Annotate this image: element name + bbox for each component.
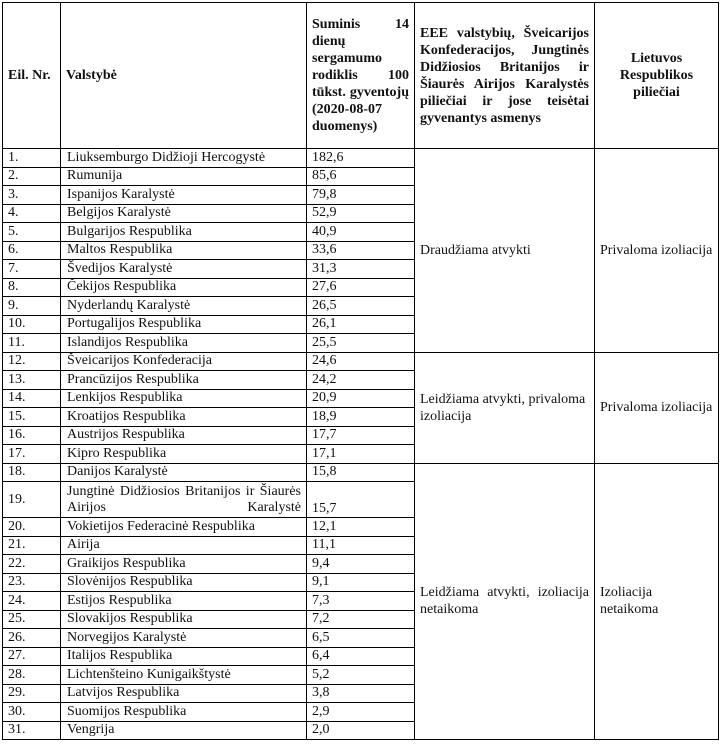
eee-rule: Leidžiama atvykti, izoliacija netaikoma <box>415 463 595 740</box>
row-number: 14. <box>3 389 61 408</box>
country-name: Suomijos Respublika <box>61 703 307 722</box>
row-number: 21. <box>3 536 61 555</box>
row-number: 6. <box>3 241 61 260</box>
header-country: Valstybė <box>61 3 307 149</box>
incidence-rate: 2,0 <box>307 721 415 740</box>
row-number: 30. <box>3 703 61 722</box>
row-number: 27. <box>3 647 61 666</box>
incidence-rate: 25,5 <box>307 334 415 353</box>
incidence-rate: 24,2 <box>307 371 415 390</box>
incidence-rate: 7,3 <box>307 592 415 611</box>
row-number: 26. <box>3 629 61 648</box>
row-number: 23. <box>3 573 61 592</box>
country-name: Vokietijos Federacinė Respublika <box>61 518 307 537</box>
country-name: Austrijos Respublika <box>61 426 307 445</box>
incidence-rate: 6,5 <box>307 629 415 648</box>
country-name: Lichtenšteino Kunigaikštystė <box>61 666 307 685</box>
row-number: 29. <box>3 684 61 703</box>
country-name: Maltos Respublika <box>61 241 307 260</box>
incidence-rate: 27,6 <box>307 278 415 297</box>
country-name: Norvegijos Karalystė <box>61 629 307 648</box>
country-name: Kipro Respublika <box>61 445 307 464</box>
lt-rule: Izoliacija netaikoma <box>595 463 719 740</box>
country-name: Čekijos Respublika <box>61 278 307 297</box>
row-number: 18. <box>3 463 61 482</box>
incidence-rate: 40,9 <box>307 223 415 242</box>
row-number: 20. <box>3 518 61 537</box>
country-name: Liuksemburgo Didžioji Hercogystė <box>61 149 307 168</box>
incidence-rate: 20,9 <box>307 389 415 408</box>
incidence-rate: 52,9 <box>307 204 415 223</box>
incidence-rate: 182,6 <box>307 149 415 168</box>
row-number: 25. <box>3 610 61 629</box>
incidence-rate: 85,6 <box>307 167 415 186</box>
incidence-rate: 7,2 <box>307 610 415 629</box>
header-incidence-rate: Suminis 14 dienų sergamumo rodiklis 100 tūkst. gyventojų (2020-08-07 duomenys) <box>307 3 415 149</box>
row-number: 11. <box>3 334 61 353</box>
country-name: Italijos Respublika <box>61 647 307 666</box>
lt-rule: Privaloma izoliacija <box>595 352 719 463</box>
row-number: 13. <box>3 371 61 390</box>
restrictions-table <box>2 2 719 740</box>
row-number: 19. <box>3 482 61 518</box>
incidence-rate: 9,1 <box>307 573 415 592</box>
header-eee-citizens: EEE valstybių, Šveicarijos Konfederacijos, Jungtinės Didžiosios Britanijos ir Šiaurės Airijos Karalystės piliečiai ir jose teisėtai gyvenantys asmenys <box>415 3 595 149</box>
row-number: 22. <box>3 555 61 574</box>
row-number: 28. <box>3 666 61 685</box>
country-name: Portugalijos Respublika <box>61 315 307 334</box>
incidence-rate: 26,5 <box>307 297 415 316</box>
header-number: Eil. Nr. <box>3 3 61 149</box>
row-number: 17. <box>3 445 61 464</box>
country-name: Bulgarijos Respublika <box>61 223 307 242</box>
country-name: Vengrija <box>61 721 307 740</box>
incidence-rate: 24,6 <box>307 352 415 371</box>
row-number: 31. <box>3 721 61 740</box>
country-name: Švedijos Karalystė <box>61 260 307 279</box>
country-name: Belgijos Karalystė <box>61 204 307 223</box>
row-number: 7. <box>3 260 61 279</box>
table-row <box>3 352 719 371</box>
incidence-rate: 6,4 <box>307 647 415 666</box>
country-name: Kroatijos Respublika <box>61 408 307 427</box>
country-name: Prancūzijos Respublika <box>61 371 307 390</box>
row-number: 2. <box>3 167 61 186</box>
incidence-rate: 3,8 <box>307 684 415 703</box>
row-number: 3. <box>3 186 61 205</box>
incidence-rate: 79,8 <box>307 186 415 205</box>
country-name: Estijos Respublika <box>61 592 307 611</box>
header-lt-citizens: Lietuvos Respublikos piliečiai <box>595 3 719 149</box>
row-number: 9. <box>3 297 61 316</box>
country-name: Airija <box>61 536 307 555</box>
row-number: 5. <box>3 223 61 242</box>
incidence-rate: 11,1 <box>307 536 415 555</box>
row-number: 16. <box>3 426 61 445</box>
incidence-rate: 9,4 <box>307 555 415 574</box>
country-name: Rumunija <box>61 167 307 186</box>
incidence-rate: 18,9 <box>307 408 415 427</box>
lt-rule: Privaloma izoliacija <box>595 149 719 353</box>
country-name: Jungtinė Didžiosios Britanijos ir Šiaurės Airijos Karalystė <box>61 482 307 518</box>
incidence-rate: 5,2 <box>307 666 415 685</box>
incidence-rate: 15,8 <box>307 463 415 482</box>
country-name: Slovakijos Respublika <box>61 610 307 629</box>
row-number: 8. <box>3 278 61 297</box>
country-name: Lenkijos Respublika <box>61 389 307 408</box>
row-number: 12. <box>3 352 61 371</box>
country-name: Nyderlandų Karalystė <box>61 297 307 316</box>
incidence-rate: 17,7 <box>307 426 415 445</box>
eee-rule: Draudžiama atvykti <box>415 149 595 353</box>
country-name: Ispanijos Karalystė <box>61 186 307 205</box>
table-body <box>3 149 719 740</box>
country-name: Islandijos Respublika <box>61 334 307 353</box>
row-number: 15. <box>3 408 61 427</box>
incidence-rate: 26,1 <box>307 315 415 334</box>
country-name: Danijos Karalystė <box>61 463 307 482</box>
row-number: 24. <box>3 592 61 611</box>
country-name: Latvijos Respublika <box>61 684 307 703</box>
eee-rule: Leidžiama atvykti, privaloma izoliacija <box>415 352 595 463</box>
incidence-rate: 17,1 <box>307 445 415 464</box>
incidence-rate: 31,3 <box>307 260 415 279</box>
incidence-rate: 2,9 <box>307 703 415 722</box>
country-name: Slovėnijos Respublika <box>61 573 307 592</box>
table-row <box>3 149 719 168</box>
incidence-rate: 15,7 <box>307 482 415 518</box>
country-name: Graikijos Respublika <box>61 555 307 574</box>
row-number: 10. <box>3 315 61 334</box>
row-number: 1. <box>3 149 61 168</box>
incidence-rate: 33,6 <box>307 241 415 260</box>
incidence-rate: 12,1 <box>307 518 415 537</box>
row-number: 4. <box>3 204 61 223</box>
table-row <box>3 463 719 482</box>
country-name: Šveicarijos Konfederacija <box>61 352 307 371</box>
